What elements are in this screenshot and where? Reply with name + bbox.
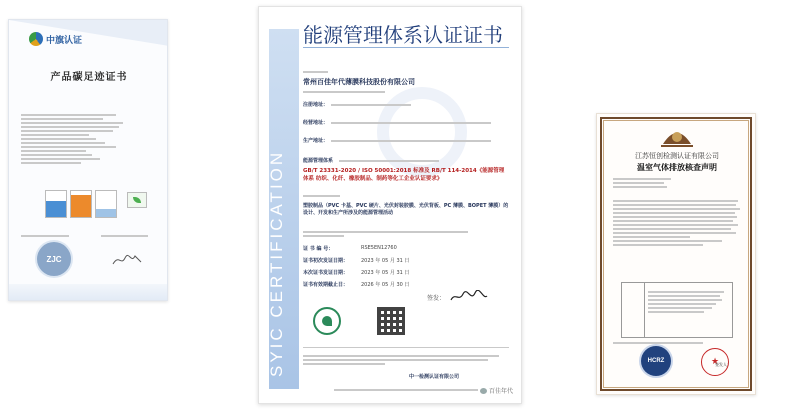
red-stamp-icon: ★ — [701, 348, 729, 376]
carbon-lifecycle-chart — [45, 190, 117, 218]
cert3-org-name: 江苏恒创检测认证有限公司 — [635, 152, 719, 160]
issue-date-label: 证书初次发证日期： — [303, 258, 349, 264]
company-name: 常州百佳年代薄膜科技股份有限公司 — [303, 78, 415, 86]
crest-emblem-icon — [659, 124, 695, 148]
this-issue-date-value: 2023 年 05 月 31 日 — [361, 270, 410, 276]
signatory-label: 签发人： — [715, 362, 731, 367]
lifecycle-bar — [45, 190, 67, 218]
cert3-title: 温室气体排放核查声明 — [637, 163, 717, 172]
title-rule — [303, 47, 509, 48]
validity-note — [303, 229, 509, 239]
reg-address-label: 注册地址： — [303, 102, 329, 108]
cert1-title: 产品碳足迹证书 — [50, 72, 128, 83]
cert1-date-lines — [21, 224, 157, 243]
valid-until-label: 证书有效期截止日： — [303, 282, 349, 288]
prod-address-value — [331, 138, 491, 144]
signature-icon — [449, 290, 489, 304]
cert2-intro-line — [303, 69, 509, 75]
cert1-fine-print — [21, 112, 157, 166]
issue-date-value: 2023 年 05 月 31 日 — [361, 258, 410, 264]
zhongqi-logo-icon — [29, 32, 43, 46]
lifecycle-bar — [95, 190, 117, 218]
op-address-value — [331, 120, 491, 126]
wechat-watermark — [480, 386, 513, 395]
standard-text: GB/T 23331-2020 / ISO 50001:2018 标准及 RB/T 114-2014《能源管理体系 纺织、化纤、橡胶制品、制药等化工企业认证要求》 — [303, 168, 505, 182]
cert-no-label: 证 书 编 号： — [303, 246, 334, 252]
wechat-label: 百佳年代 — [488, 388, 513, 395]
wechat-icon — [480, 388, 487, 394]
address-footer — [303, 387, 509, 393]
signature-icon — [111, 252, 143, 268]
valid-until-value: 2026 年 05 月 30 日 — [361, 282, 410, 288]
energy-management-certificate — [258, 6, 522, 404]
cert2-code-line — [303, 89, 509, 95]
op-address-label: 经营地址： — [303, 120, 329, 126]
syic-logo-icon — [313, 307, 341, 335]
qr-code-icon — [377, 307, 405, 335]
scope-intro-line — [303, 193, 509, 199]
cert3-notes — [613, 340, 741, 346]
ghg-verification-certificate — [596, 113, 756, 395]
issuer-name: 中一检测认证有限公司 — [409, 374, 460, 380]
cert2-title: 能源管理体系认证证书 — [303, 23, 503, 47]
this-issue-date-label: 本次证书发证日期： — [303, 270, 349, 276]
emission-table-rows — [648, 289, 728, 315]
prod-address-label: 生产地址： — [303, 138, 329, 144]
footer-rule — [303, 347, 509, 348]
system-statement — [303, 157, 509, 164]
scope-text: 塑胶制品（PVC 卡基、PVC 硬片、光伏封装胶膜、光伏背板、PC 薄膜、BOPET 薄膜）的设计、开发和生产所涉及的能源管理活动 — [303, 203, 509, 216]
system-label: 能源管理体系 — [303, 158, 334, 164]
bottom-decor-band — [9, 284, 168, 300]
cert3-ids — [613, 176, 741, 190]
reg-address-value — [331, 102, 411, 108]
cert-no-value: RSE5EN12760 — [361, 245, 397, 251]
green-leaf-icon — [127, 192, 147, 208]
zhongqi-logo — [29, 32, 82, 46]
footer-fine-print — [303, 353, 509, 367]
signature-block — [427, 290, 489, 304]
hcrz-seal-icon: HCRZ — [641, 346, 671, 376]
carbon-footprint-certificate — [8, 19, 168, 301]
emission-table — [621, 282, 733, 338]
lifecycle-bar — [70, 190, 92, 218]
cert3-body-text — [613, 198, 741, 248]
certification-watermark-text: SYIC CERTIFICATION — [267, 149, 286, 377]
zhongqi-logo-text: 中旗认证 — [46, 35, 83, 46]
zjc-seal-icon: ZJC — [37, 242, 71, 276]
sign-label: 签发： — [427, 294, 446, 302]
